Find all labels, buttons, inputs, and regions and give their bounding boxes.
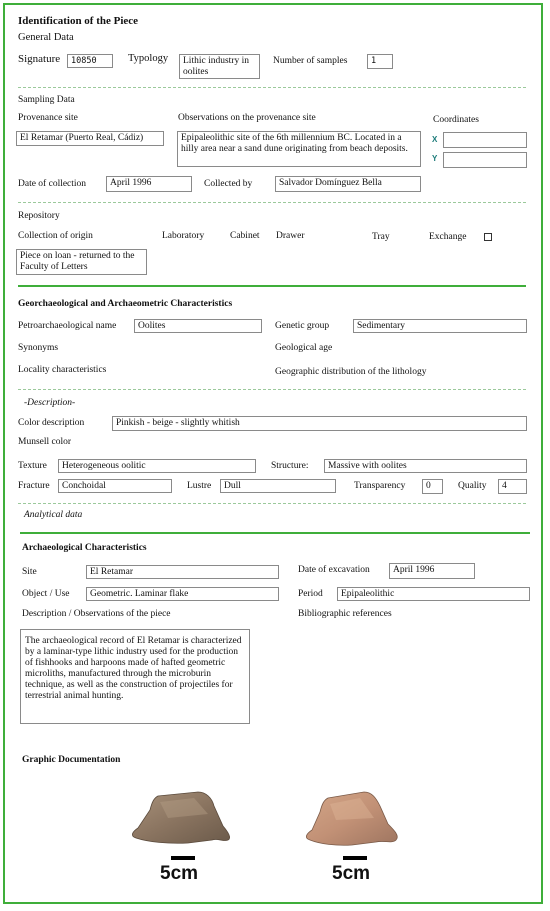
scale-bar-left bbox=[171, 856, 195, 860]
cabinet-label: Cabinet bbox=[230, 231, 260, 241]
texture-label: Texture bbox=[18, 461, 47, 471]
samples-field[interactable]: 1 bbox=[367, 54, 393, 69]
piece-description-field[interactable]: The archaeological record of El Retamar is characterized by a laminar-type lithic industry used for the production of fishhooks and harpoons made of hafted geometric microliths, manufactured through the microburin technique, as well as the construction of projectiles for terrestrial animal hunting. bbox=[20, 629, 250, 724]
fracture-label: Fracture bbox=[18, 481, 50, 491]
divider bbox=[18, 503, 526, 504]
laboratory-label: Laboratory bbox=[162, 231, 205, 241]
locality-label: Locality characteristics bbox=[18, 365, 107, 375]
section-divider bbox=[20, 532, 530, 534]
signature-field[interactable]: 10850 bbox=[67, 54, 113, 68]
section-divider bbox=[18, 285, 526, 287]
page-title: Identification of the Piece bbox=[18, 15, 139, 27]
excavation-date-field[interactable]: April 1996 bbox=[389, 563, 475, 579]
geo-heading: Georchaeological and Archaeometric Characteristics bbox=[18, 299, 233, 309]
period-label: Period bbox=[298, 589, 323, 599]
repository-heading: Repository bbox=[18, 211, 60, 221]
geological-age-label: Geological age bbox=[275, 343, 333, 353]
object-use-field[interactable]: Geometric. Laminar flake bbox=[86, 587, 279, 601]
collection-origin-field[interactable]: Piece on loan - returned to the Faculty of Letters bbox=[16, 249, 147, 275]
observations-label: Observations on the provenance site bbox=[178, 113, 316, 123]
drawer-label: Drawer bbox=[276, 231, 305, 241]
transparency-field[interactable]: 0 bbox=[422, 479, 443, 494]
texture-field[interactable]: Heterogeneous oolitic bbox=[58, 459, 256, 473]
period-field[interactable]: Epipaleolithic bbox=[337, 587, 530, 601]
x-coordinate-field[interactable] bbox=[443, 132, 527, 148]
fracture-field[interactable]: Conchoidal bbox=[58, 479, 172, 493]
color-description-label: Color description bbox=[18, 418, 85, 428]
bibliographic-label: Bibliographic references bbox=[298, 609, 392, 619]
site-label: Site bbox=[22, 567, 37, 577]
collected-by-label: Collected by bbox=[204, 179, 253, 189]
collected-by-field[interactable]: Salvador Domínguez Bella bbox=[275, 176, 421, 192]
petro-name-field[interactable]: Oolites bbox=[134, 319, 262, 333]
artifact-photo-right bbox=[300, 788, 408, 848]
general-data-heading: General Data bbox=[18, 32, 74, 43]
collection-date-label: Date of collection bbox=[18, 179, 87, 189]
divider bbox=[18, 87, 526, 88]
analytical-data-label: Analytical data bbox=[24, 510, 83, 520]
observations-field[interactable]: Epipaleolithic site of the 6th millennium BC. Located in a hilly area near a sand dune originating from beach deposits. bbox=[177, 131, 421, 167]
color-description-field[interactable]: Pinkish - beige - slightly whitish bbox=[112, 416, 527, 431]
lustre-field[interactable]: Dull bbox=[220, 479, 336, 493]
quality-label: Quality bbox=[458, 481, 487, 491]
structure-label: Structure: bbox=[271, 461, 309, 471]
piece-description-label: Description / Observations of the piece bbox=[22, 609, 171, 619]
sampling-heading: Sampling Data bbox=[18, 95, 75, 105]
signature-label: Signature bbox=[18, 53, 61, 65]
synonyms-label: Synonyms bbox=[18, 343, 59, 353]
exchange-checkbox[interactable] bbox=[484, 233, 492, 241]
lustre-label: Lustre bbox=[187, 481, 212, 491]
provenance-label: Provenance site bbox=[18, 113, 78, 123]
geographic-distribution-label: Geographic distribution of the lithology bbox=[275, 367, 427, 377]
collection-origin-label: Collection of origin bbox=[18, 231, 93, 241]
typology-field[interactable]: Lithic industry in oolites bbox=[179, 54, 260, 79]
arch-heading: Archaeological Characteristics bbox=[22, 543, 147, 553]
object-use-label: Object / Use bbox=[22, 589, 70, 599]
typology-label: Typology bbox=[128, 53, 169, 64]
petro-name-label: Petroarchaeological name bbox=[18, 321, 117, 331]
genetic-group-label: Genetic group bbox=[275, 321, 330, 331]
scale-bar-right bbox=[343, 856, 367, 860]
tray-label: Tray bbox=[372, 232, 390, 242]
genetic-group-field[interactable]: Sedimentary bbox=[353, 319, 527, 333]
y-coordinate-label: Y bbox=[432, 154, 438, 163]
provenance-field[interactable]: El Retamar (Puerto Real, Cádiz) bbox=[16, 131, 164, 146]
x-coordinate-label: X bbox=[432, 135, 438, 144]
transparency-label: Transparency bbox=[354, 481, 406, 491]
site-field[interactable]: El Retamar bbox=[86, 565, 279, 579]
graphic-heading: Graphic Documentation bbox=[22, 755, 121, 765]
munsell-label: Munsell color bbox=[18, 437, 72, 447]
structure-field[interactable]: Massive with oolites bbox=[324, 459, 527, 473]
excavation-date-label: Date of excavation bbox=[298, 565, 370, 575]
exchange-label: Exchange bbox=[429, 232, 467, 242]
scale-label-left: 5cm bbox=[160, 863, 199, 884]
y-coordinate-field[interactable] bbox=[443, 152, 527, 168]
scale-label-right: 5cm bbox=[332, 863, 371, 884]
divider bbox=[18, 202, 526, 203]
description-subheading: -Description- bbox=[24, 398, 76, 408]
artifact-photo-left bbox=[128, 788, 236, 846]
quality-field[interactable]: 4 bbox=[498, 479, 527, 494]
coordinates-label: Coordinates bbox=[433, 115, 479, 125]
collection-date-field[interactable]: April 1996 bbox=[106, 176, 192, 192]
divider bbox=[18, 389, 526, 390]
samples-label: Number of samples bbox=[273, 56, 348, 66]
